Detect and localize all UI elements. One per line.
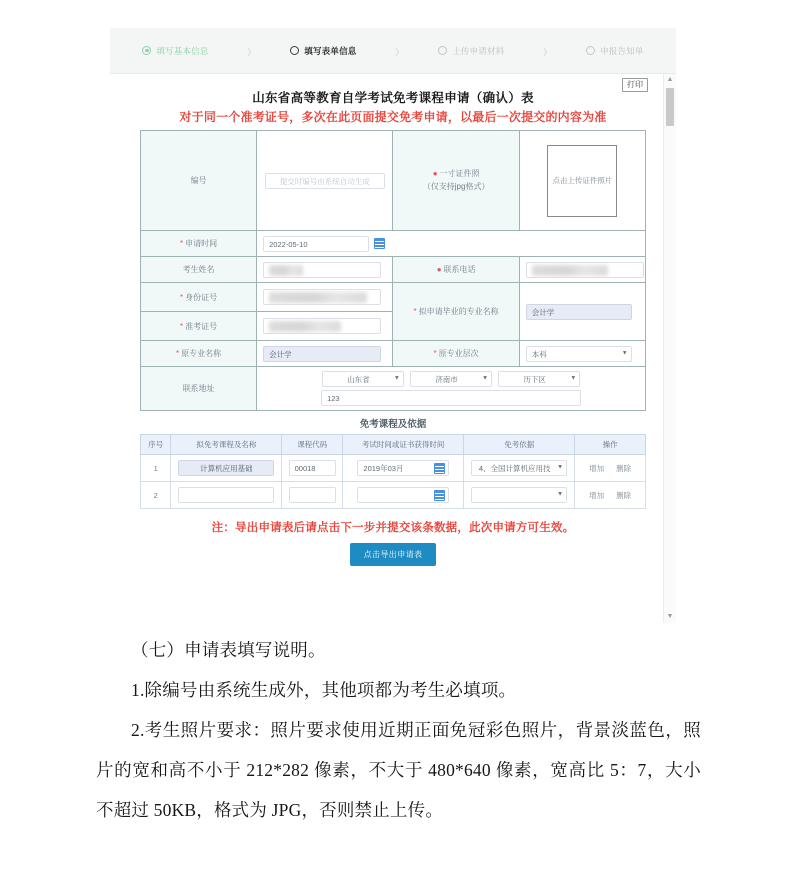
col-basis: 免考依据	[464, 435, 575, 455]
chevron-down-icon: ▼	[482, 375, 489, 382]
step-label-4: 申报告知单	[600, 45, 644, 56]
chevron-down-icon: ▼	[557, 491, 564, 498]
required-mark-icon: *	[180, 292, 184, 302]
city-value: 济南市	[435, 375, 458, 384]
origin-level-value: 本科	[531, 349, 547, 359]
cell-photo-upload	[519, 131, 645, 231]
table-row	[141, 455, 646, 482]
step-circle-icon	[438, 46, 447, 55]
basis-select[interactable]	[471, 460, 567, 476]
label-origin-major	[141, 341, 257, 367]
form-row-code	[141, 131, 646, 231]
col-actions: 操作	[575, 435, 646, 455]
origin-level-label-text: 原专业层次	[438, 349, 479, 358]
label-exam-number	[141, 312, 257, 341]
chevron-down-icon: ▼	[557, 464, 564, 471]
step-circle-icon	[142, 46, 151, 55]
form-title: 山东省高等教育自学考试免考课程申请（确认）表	[252, 91, 534, 105]
form-row-apply-time	[141, 231, 646, 257]
cell-basis	[464, 482, 575, 509]
cell-course-code	[282, 482, 343, 509]
export-button-wrap	[140, 543, 646, 566]
cell-course-name	[171, 482, 282, 509]
step-item-2[interactable]	[290, 45, 356, 57]
step-item-4[interactable]	[586, 45, 644, 57]
origin-level-select[interactable]	[526, 346, 632, 362]
label-address: 联系地址	[141, 367, 257, 411]
address-selects-row	[263, 371, 639, 387]
masked-value	[269, 292, 367, 303]
cell-address	[257, 367, 646, 411]
id-number-input[interactable]	[263, 289, 381, 305]
chevron-down-icon: ▼	[393, 375, 400, 382]
required-mark-icon: *	[180, 321, 184, 331]
cell-code-input	[257, 131, 393, 231]
cell-actions	[575, 482, 646, 509]
step-circle-icon	[586, 46, 595, 55]
calendar-icon[interactable]	[374, 238, 385, 249]
chevron-right-icon-3: ›	[543, 39, 548, 62]
required-mark-icon: *	[433, 349, 437, 358]
photo-label-block	[399, 168, 512, 193]
add-row-link[interactable]: 增加	[589, 490, 605, 500]
label-origin-level	[393, 341, 519, 367]
exam-time-input[interactable]	[357, 487, 448, 503]
doc-item-1: 1.除编号由系统生成外，其他项都为考生必填项。	[131, 680, 517, 700]
col-exam-time: 考试时间或证书获得时间	[342, 435, 463, 455]
label-target-major	[393, 283, 519, 341]
cell-exam-time	[342, 482, 463, 509]
cell-id-number	[257, 283, 393, 312]
photo-upload-text: 点击上传证件照片	[552, 176, 613, 185]
cell-candidate-name	[257, 257, 393, 283]
doc-heading: （七）申请表填写说明。	[131, 640, 326, 660]
cell-apply-time	[257, 231, 646, 257]
delete-row-link[interactable]: 删除	[616, 490, 632, 500]
basis-value: 4、全国计算机应用技	[478, 464, 551, 473]
form-row-address	[141, 367, 646, 411]
photo-label-line2: （仅支持jpg格式）	[422, 181, 490, 191]
delete-row-link[interactable]: 删除	[616, 463, 632, 473]
id-label-text: 身份证号	[185, 292, 218, 302]
course-name-input[interactable]: 计算机应用基础	[178, 460, 274, 476]
table-row	[141, 482, 646, 509]
exam-number-label-text: 准考证号	[185, 321, 218, 331]
apply-time-value: 2022-05-10	[269, 239, 308, 249]
photo-label-line1-wrap	[399, 168, 512, 180]
form-scroll-area	[110, 74, 676, 623]
form-warning-text: 对于同一个准考证号，多次在此页面提交免考申请，以最后一次提交的内容为准	[179, 110, 607, 124]
province-value: 山东省	[347, 375, 370, 384]
app-screenshot	[110, 28, 676, 623]
exam-number-input[interactable]	[263, 318, 381, 334]
step-label-2: 填写表单信息	[304, 45, 357, 56]
label-apply-time	[141, 231, 257, 257]
add-row-link[interactable]: 增加	[589, 463, 605, 473]
col-course-name: 拟免考课程及名称	[171, 435, 282, 455]
calendar-icon[interactable]	[434, 490, 445, 501]
district-value: 历下区	[523, 375, 547, 384]
cell-exam-number	[257, 312, 393, 341]
photo-label-line1: 一寸证件照	[439, 169, 480, 179]
origin-major-label-text: 原专业名称	[181, 349, 222, 358]
step-circle-icon	[290, 46, 299, 55]
chevron-down-icon: ▼	[570, 375, 577, 382]
required-mark-icon: *	[180, 239, 184, 248]
scrollbar-thumb[interactable]	[666, 88, 674, 126]
export-application-button[interactable]: 点击导出申请表	[350, 543, 437, 566]
form-content	[110, 74, 664, 623]
phone-input[interactable]	[526, 262, 644, 278]
cell-basis	[464, 455, 575, 482]
form-row-origin-major	[141, 341, 646, 367]
step-indicator	[110, 28, 676, 74]
cell-phone	[519, 257, 645, 283]
courses-header-row	[141, 435, 646, 455]
chevron-down-icon: ▼	[621, 350, 628, 356]
course-code-input[interactable]	[289, 487, 336, 503]
required-mark-icon: *	[176, 349, 180, 358]
apply-time-label-text: 申请时间	[185, 239, 218, 248]
document-body	[0, 630, 787, 830]
chevron-right-icon-2: ›	[395, 39, 400, 62]
candidate-name-input[interactable]	[263, 262, 381, 278]
phone-label-text: 联系电话	[443, 265, 476, 274]
chevron-right-icon-1: ›	[247, 39, 252, 62]
label-code: 编号	[141, 131, 257, 231]
masked-value	[269, 265, 303, 276]
col-index: 序号	[141, 435, 171, 455]
basis-select[interactable]	[471, 487, 567, 503]
address-detail-input[interactable]: 123	[321, 390, 581, 406]
masked-value	[269, 321, 341, 332]
cell-course-name	[171, 455, 282, 482]
target-major-label-text: 拟申请毕业的专业名称	[418, 307, 499, 316]
scroll-down-arrow-icon[interactable]: ▼	[666, 613, 674, 620]
apply-time-input[interactable]	[263, 236, 369, 252]
vertical-scrollbar[interactable]	[663, 74, 676, 623]
cell-exam-time	[342, 455, 463, 482]
row-index: 2	[141, 482, 171, 509]
print-button[interactable]: 打印	[622, 78, 648, 92]
calendar-icon[interactable]	[434, 463, 445, 474]
required-mark-icon: *	[413, 307, 417, 316]
step-item-1[interactable]	[142, 45, 208, 57]
city-select[interactable]	[410, 371, 492, 387]
cell-course-code	[282, 455, 343, 482]
cell-origin-major	[257, 341, 393, 367]
courses-section-title: 免考课程及依据	[359, 420, 427, 430]
row-index: 1	[141, 455, 171, 482]
district-select[interactable]	[498, 371, 580, 387]
origin-major-input[interactable]: 会计学	[263, 346, 381, 362]
label-photo	[393, 131, 519, 231]
exam-time-value: 2019年03月	[363, 464, 404, 473]
form-footer-note: 注：导出申请表后请点击下一步并提交该条数据，此次申请方可生效。	[211, 522, 575, 534]
col-course-code: 课程代码	[282, 435, 343, 455]
target-major-input[interactable]: 会计学	[526, 304, 632, 320]
cell-actions	[575, 455, 646, 482]
required-mark-icon: ●	[436, 265, 442, 274]
form-row-id	[141, 283, 646, 312]
required-mark-icon: ●	[432, 169, 438, 179]
exam-time-input[interactable]	[357, 460, 448, 476]
form-row-name-phone	[141, 257, 646, 283]
doc-item-2: 2.考生照片要求：照片要求使用近期正面免冠彩色照片，背景淡蓝色，照片的宽和高不小于 212*282 像素，不大于 480*640 像素，宽高比 5：7，大小不超过 50KB，格式为 JPG，否则禁止上传。	[96, 720, 701, 820]
application-form-table	[140, 130, 646, 411]
code-input[interactable]: 提交时编号由系统自动生成	[265, 173, 385, 189]
step-item-3[interactable]	[438, 45, 504, 57]
course-code-input[interactable]: 00018	[289, 460, 336, 476]
label-phone	[393, 257, 519, 283]
cell-origin-level	[519, 341, 645, 367]
cell-target-major	[519, 283, 645, 341]
course-name-input[interactable]	[178, 487, 274, 503]
step-label-1: 填写基本信息	[156, 45, 209, 56]
step-label-3: 上传申请材料	[452, 45, 505, 56]
photo-upload-box[interactable]	[547, 145, 617, 217]
label-candidate-name: 考生姓名	[141, 257, 257, 283]
exemption-courses-table	[140, 434, 646, 509]
masked-value	[532, 265, 608, 276]
scroll-up-arrow-icon[interactable]: ▲	[666, 76, 674, 83]
province-select[interactable]	[322, 371, 404, 387]
label-id-number	[141, 283, 257, 312]
